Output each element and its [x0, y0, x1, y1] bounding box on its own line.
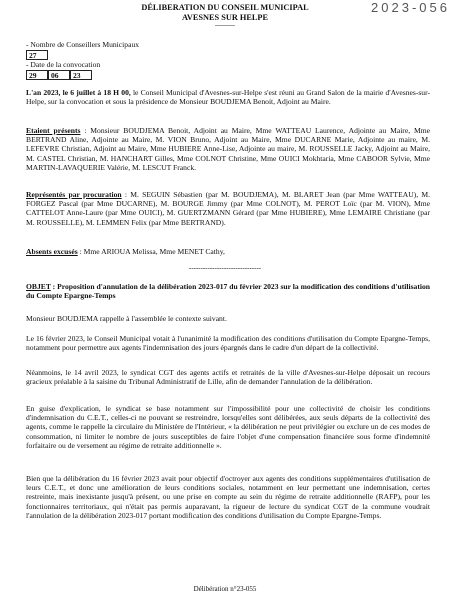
proxies-label: Représentés par procuration: [26, 190, 122, 199]
objet-label: OBJET: [26, 282, 51, 291]
body-paragraph-2: Le 16 février 2023, le Conseil Municipal votait à l'unanimité la modification des conditions d'utilisation du Compte Epargne-Temps, notamment pour permettre aux agents l'indemnisation des jours épargnés dans le cadre d'un départ de la collectivité.: [26, 334, 430, 353]
convocation-month-box: 06: [48, 70, 70, 80]
proxies-text: : M. SEGUIN Sébastien (par M. BOUDJEMA), M. BLARET Jean (par Mme WATTEAU), M. FORGEZ Pascal (par Mme DUCARNE), M. BOURGE Jimmy (par Mme COLNOT), M. PEROT Loïc (par M. VION), Mme CATTELOT Anne-Laure (par Mme OUICI), M. GUERTZMANN Gérard (par Mme HUBIERE), Mme LEMAIRE Christiane (par M. ROUSSELLE), M. LEMMEN Felix (par Mme BERTRAND).: [26, 190, 430, 227]
proxies-paragraph: [26, 190, 430, 227]
absents-text: : Mme ARIOUA Melissa, Mme MENET Cathy,: [77, 247, 225, 256]
body-paragraph-3: Néanmoins, le 14 avril 2023, le syndicat CGT des agents actifs et retraités de la ville d'Avesnes-sur-Helpe déposait un recours gracieux préalable à la saisine du Tribunal Administratif de Lille, afin de demander l'annulation de la délibération.: [26, 368, 430, 387]
intro-body: le Conseil Municipal d'Avesnes-sur-Helpe s'est réuni au Grand Salon de la mairie d'Avesnes-sur-Helpe, sur la convocation et sous la présidence de Monsieur BOUDJEMA Benoit, Adjoint au Maire.: [26, 88, 430, 107]
intro-lead: L'an 2023, le 6 juillet à 18 H 00,: [26, 88, 131, 97]
convocation-label: - Date de la convocation: [26, 60, 101, 69]
councillors-count-box: 27: [26, 50, 48, 60]
objet-paragraph: [26, 282, 430, 300]
presents-label: Etaient présents: [26, 126, 81, 135]
document-stamp: 2023-056: [371, 0, 450, 15]
body-paragraph-4: En guise d'explication, le syndicat se base notamment sur l'impossibilité pour une collectivité de choisir les conditions d'indemnisation du C.E.T., celles-ci ne pouvant se restreindre, lorsqu'elles sont délibérées, aux seuls départs de la collectivité des agents, comme le rappelle la circulaire du Ministère de l'Intérieur, « la délibération ne peut privilégier ou exclure un de ces modes de consommation, ni limiter le nombre de jours susceptibles de faire l'objet d'une compensation financière sous forme d'indemnité forfaitaire ou de versement au régime de retraite additionnelle ».: [26, 404, 430, 450]
absents-paragraph: [26, 247, 430, 256]
document-header: [0, 3, 450, 29]
body-paragraph-1: Monsieur BOUDJEMA rappelle à l'assemblée le contexte suivant.: [26, 314, 227, 323]
page-footer: Délibération n°23-055: [193, 585, 257, 593]
header-dashes: ----------: [215, 23, 235, 29]
objet-text: : Proposition d'annulation de la délibération 2023-017 du février 2023 sur la modification des conditions d'utilisation du Compte Epargne-Temps: [26, 282, 430, 301]
presents-paragraph: [26, 126, 430, 172]
convocation-year-box: 23: [70, 70, 92, 80]
presents-text: : Monsieur BOUDJEMA Benoit, Adjoint au Maire, Mme WATTEAU Laurence, Adjointe au Maire, Mme BERTRAND Aline, Adjointe au Maire, M. VION Bruno, Adjoint au Maire, Mme DUCARNE Marie, Adjointe au maire, M. LEFEVRE Christian, Adjoint au Maire, Mme HUBIERE Anne-Lise, Adjointe au maire, M. ROUSSELLE Jacky, Adjoint au Maire, M. CASTEL Christian, M. HANCHART Gilles, Mme COLNOT Christine, Mme OUICI Mokhtaria, Mme CABOOR Sylvie, Mme MARTIN-LAVAQUERIE Valérie, M. LESCUT Franck.: [26, 126, 430, 172]
absents-label: Absents excusés: [26, 247, 78, 256]
header-line-1: DÉLIBERATION DU CONSEIL MUNICIPAL: [141, 3, 309, 12]
separator-line: -------------------------------: [188, 264, 262, 272]
header-line-2: AVESNES SUR HELPE: [181, 13, 269, 22]
body-paragraph-5: Bien que la délibération du 16 février 2023 avait pour objectif d'octroyer aux agents des conditions supplémentaires d'utilisation de leurs C.E.T., et donc une amélioration de leurs conditions sociales, notamment en leur permettant une indemnisation, certes restreinte, mais inexistante jusqu'à présent, ou une prise en compte au sein du régime de retraite additionnelle (RAFP), pour les fonctionnaires territoriaux, qui n'était pas permis auparavant, la rigueur de lecture du syndicat CGT de la commune voudrait l'annulation de la délibération 2023-017 portant modification des conditions d'utilisation du Compte Epargne-Temps.: [26, 474, 430, 520]
councillors-label: - Nombre de Conseillers Municipaux: [26, 40, 140, 49]
convocation-day-box: 29: [26, 70, 48, 80]
intro-paragraph: [26, 88, 430, 106]
